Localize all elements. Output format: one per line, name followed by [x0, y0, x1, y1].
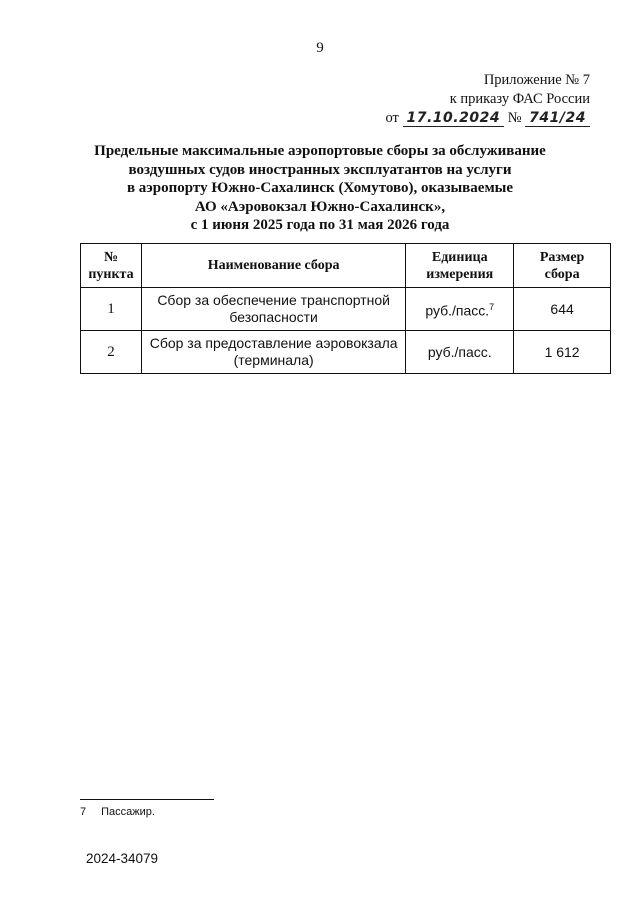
header-number — [81, 244, 142, 288]
header-number-line1: № — [103, 249, 119, 265]
footnote-number: 7 — [80, 806, 87, 818]
number-label: № — [507, 110, 522, 126]
cell-name — [141, 331, 405, 374]
page-number: 9 — [316, 40, 324, 56]
handwritten-date: 17.10.2024 — [403, 111, 505, 127]
title-line: АО «Аэровокзал Южно-Сахалинск», — [194, 198, 446, 215]
header-unit-line2: измерения — [426, 266, 494, 282]
cell-number: 2 — [81, 331, 142, 374]
cell-name-line2: безопасности — [229, 309, 318, 325]
cell-size: 644 — [514, 288, 611, 331]
footnote — [80, 806, 155, 818]
title-line: с 1 июня 2025 года по 31 мая 2026 года — [190, 217, 450, 233]
cell-number: 1 — [81, 288, 142, 331]
appendix-title: Приложение № 7 — [483, 72, 590, 88]
cell-unit: руб./пасс. — [406, 331, 514, 374]
footnote-divider — [80, 799, 214, 800]
header-size-line2: сбора — [544, 266, 580, 282]
table-row — [81, 331, 611, 374]
footnote-ref: 7 — [489, 301, 495, 312]
header-size-line1: Размер — [539, 249, 585, 265]
cell-size: 1 612 — [514, 331, 611, 374]
cell-unit — [406, 288, 514, 331]
appendix-date-number-line — [350, 109, 590, 128]
header-size — [514, 244, 611, 288]
table-row — [81, 288, 611, 331]
header-name: Наименование сбора — [141, 244, 405, 288]
document-code: 2024-34079 — [86, 851, 159, 866]
cell-unit-text: руб./пасс. — [425, 302, 490, 319]
footnote-text: Пассажир. — [101, 806, 155, 818]
handwritten-order-number: 741/24 — [525, 111, 590, 127]
title-line: в аэропорту Южно-Сахалинск (Хомутово), оказываемые — [126, 180, 514, 196]
cell-name — [141, 288, 405, 331]
header-number-line2: пункта — [88, 266, 134, 282]
title-line: воздушных судов иностранных эксплуатантов на услуги — [128, 161, 512, 178]
title-line: Предельные максимальные аэропортовые сборы за обслуживание — [94, 143, 546, 159]
header-unit — [406, 244, 514, 288]
fees-table — [80, 243, 611, 374]
cell-name-line1: Сбор за обеспечение транспортной — [157, 292, 390, 308]
table-header-row — [81, 244, 611, 288]
appendix-order-ref: к приказу ФАС России — [449, 91, 590, 107]
document-title — [70, 142, 570, 235]
appendix-header — [350, 71, 590, 128]
cell-name-line1: Сбор за предоставление аэровокзала — [149, 335, 398, 351]
header-unit-line1: Единица — [431, 249, 488, 265]
cell-name-line2: (терминала) — [233, 352, 314, 368]
from-label: от — [385, 110, 399, 126]
